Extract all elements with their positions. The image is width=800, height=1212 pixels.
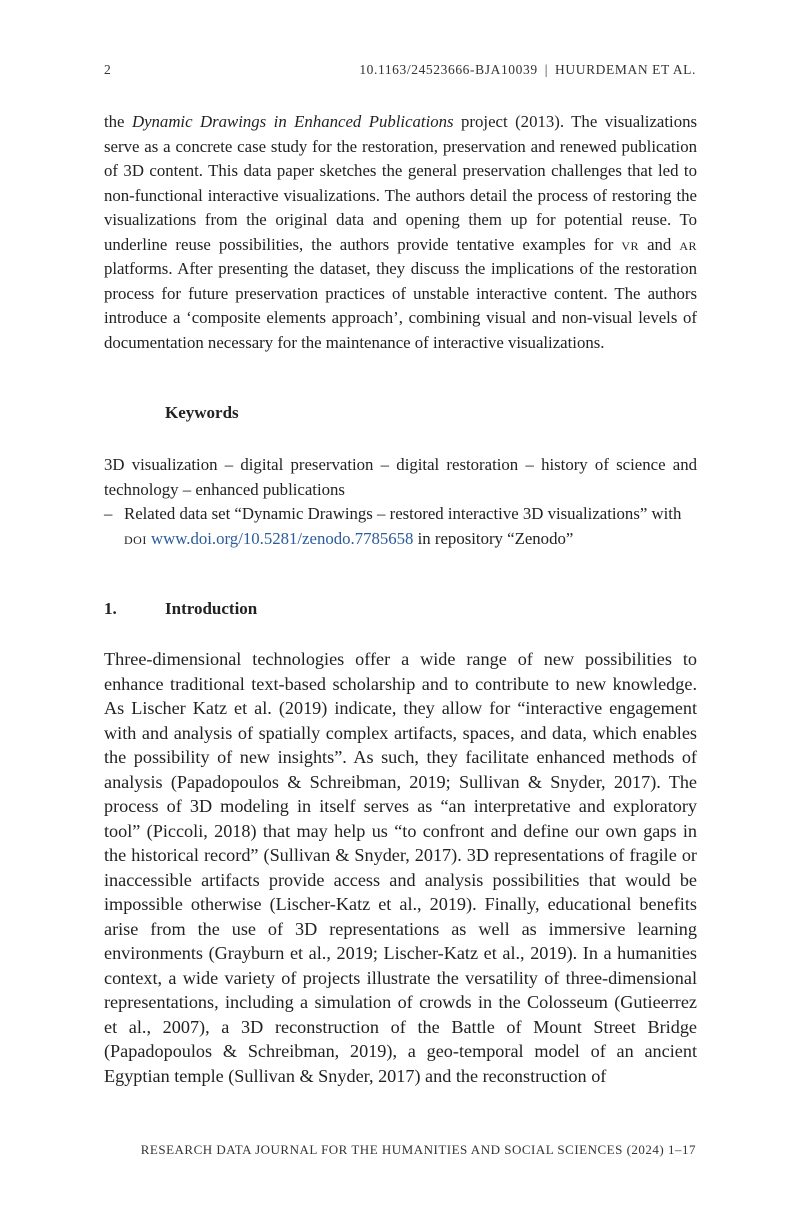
ar-abbrev: ar [679, 234, 698, 254]
dataset-text-before: Related data set “Dynamic Drawings – restored interactive 3D visualizations” with [124, 504, 682, 523]
section-number: 1. [104, 599, 117, 618]
section-heading [104, 599, 257, 619]
abstract-text-end: platforms. After presenting the dataset, they discuss the implications of the restoration process for future preservation practices of unstable interactive content. The authors introduce a ‘composite elements approach’, combining visual and non-visual levels of documentation necessary for the maintenance of interactive visualizations. [104, 259, 697, 352]
dataset-text-after: in repository “Zenodo” [413, 528, 574, 548]
header-right [359, 62, 696, 78]
abstract-text-middle: project (2013). The visualizations serve as a concrete case study for the restoration, preservation and renewed publication of 3D content. This data paper sketches the general preservation challenges that led to non-functional interactive visualizations. The authors detail the process of restoring the visualizations from the original data and opening them up for potential reuse. To underline reuse possibilities, the authors provide tentative examples for [104, 112, 698, 254]
dataset-dash: – [104, 504, 113, 523]
header-separator: | [544, 62, 549, 77]
dataset-doi-link[interactable]: www.doi.org/10.5281/zenodo.7785658 [151, 528, 414, 548]
abstract-and: and [639, 234, 680, 254]
introduction-paragraph: Three-dimensional technologies offer a wide range of new possibilities to enhance traditional text-based scholarship and to contribute to new knowledge. As Lischer Katz et al. (2019) indicate, they allow for “interactive engagement with and analysis of spatially complex artifacts, spaces, and data, which enables the possibility of new insights”. As such, they facilitate enhanced methods of analysis (Papadopoulos & Schreibman, 2019; Sullivan & Snyder, 2017). The process of 3D modeling in itself serves as “an interpretative and exploratory tool” (Piccoli, 2018) that may help us “to confront and define our own gaps in the historical record” (Sullivan & Snyder, 2017). 3D representations of fragile or inaccessible artifacts provide access and analysis possibilities that would be impossible otherwise (Lischer-Katz et al., 2019). Finally, educational benefits arise from the use of 3D representations as well as immersive learning environments (Grayburn et al., 2019; Lischer-Katz et al., 2019). In a humanities context, a wide variety of projects illustrate the versatility of three-dimensional representations, including a simulation of crowds in the Colosseum (Gutieerrez et al., 2007), a 3D reconstruction of the Battle of Mount Street Bridge (Papadopoulos & Schreibman, 2019), a geo-temporal model of an ancient Egyptian temple (Sullivan & Snyder, 2017) and the reconstruction of [104, 649, 697, 1086]
dataset-reference [104, 502, 697, 551]
keywords-list: 3D visualization – digital preservation – digital restoration – history of science and technology – enhanced publications [104, 455, 697, 499]
header-doi: 10.1163/24523666-BJA10039 [359, 62, 538, 77]
abstract-text-start: the [104, 112, 132, 131]
header-authors: HUURDEMAN ET AL. [555, 62, 696, 77]
doi-label: doi [124, 528, 147, 548]
vr-abbrev: vr [621, 234, 640, 254]
section-title: Introduction [165, 599, 258, 618]
project-name: Dynamic Drawings in Enhanced Publications [131, 112, 454, 131]
page-number: 2 [104, 62, 112, 77]
keywords-heading: Keywords [165, 403, 239, 422]
journal-footer: RESEARCH DATA JOURNAL FOR THE HUMANITIES AND SOCIAL SCIENCES (2024) 1–17 [140, 1142, 696, 1157]
abstract-paragraph [104, 110, 697, 355]
